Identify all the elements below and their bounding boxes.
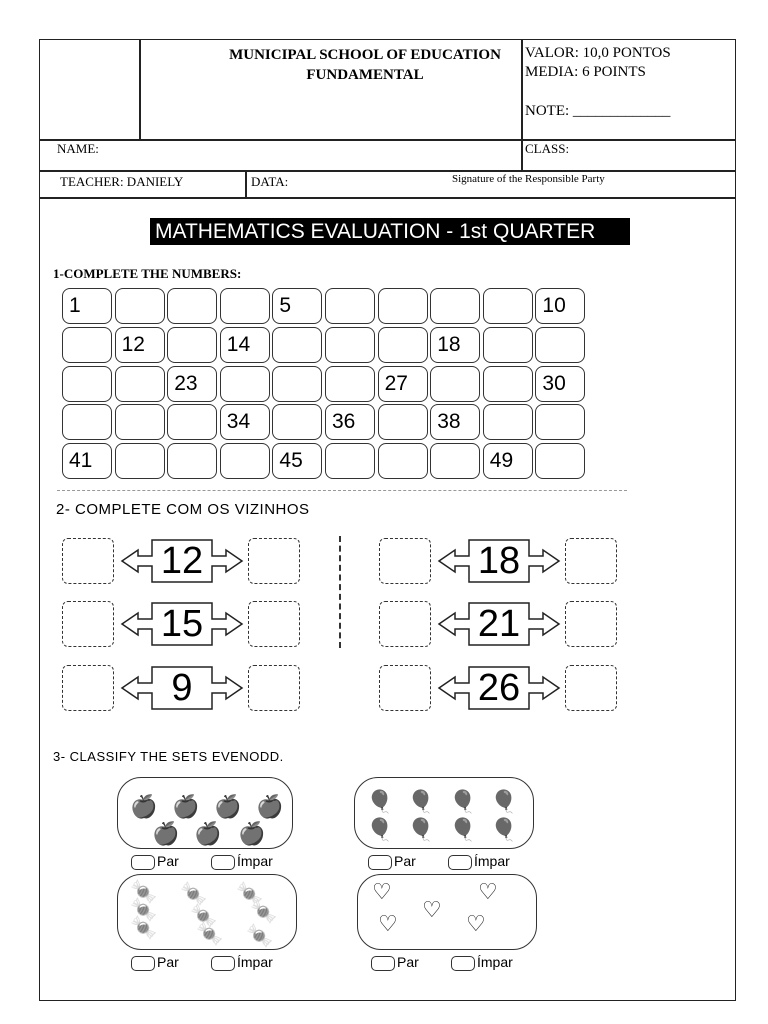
successor-blank[interactable] — [248, 538, 300, 584]
number-blank[interactable] — [378, 404, 428, 440]
number-cell: 14 — [220, 327, 270, 363]
candy-icon: 🍬 — [180, 881, 208, 906]
header-divider — [245, 170, 247, 197]
number-cell: 27 — [378, 366, 428, 402]
candy-icon: 🍬 — [250, 899, 278, 924]
number-blank[interactable] — [272, 404, 322, 440]
grading-info — [525, 44, 671, 121]
number-blank[interactable] — [483, 327, 533, 363]
number-cell: 36 — [325, 404, 375, 440]
number-blank[interactable] — [430, 366, 480, 402]
heart-icon: ♡ — [372, 879, 392, 904]
balloon-icon: 🎈 — [366, 789, 394, 814]
par-checkbox[interactable] — [371, 954, 419, 971]
par-checkbox[interactable] — [131, 853, 179, 870]
number-blank[interactable] — [535, 327, 585, 363]
number-blank[interactable] — [167, 288, 217, 324]
number-blank[interactable] — [115, 288, 165, 324]
number-cell: 10 — [535, 288, 585, 324]
page-title: MATHEMATICS EVALUATION - 1st QUARTER — [150, 218, 630, 245]
successor-blank[interactable] — [565, 538, 617, 584]
apple-icon: 🍎 — [152, 821, 180, 846]
impar-checkbox[interactable] — [211, 853, 273, 870]
school-line-2: FUNDAMENTAL — [306, 67, 424, 83]
predecessor-blank[interactable] — [62, 601, 114, 647]
successor-blank[interactable] — [248, 601, 300, 647]
number-cell: 38 — [430, 404, 480, 440]
predecessor-blank[interactable] — [379, 538, 431, 584]
checkbox-icon[interactable] — [448, 855, 472, 870]
candy-icon: 🍬 — [130, 879, 158, 904]
impar-checkbox[interactable] — [451, 954, 513, 971]
header-divider — [40, 197, 736, 199]
number-blank[interactable] — [535, 443, 585, 479]
school-name — [140, 45, 590, 85]
note-field[interactable]: NOTE: _____________ — [525, 103, 671, 119]
apple-icon: 🍎 — [172, 794, 200, 819]
heart-icon: ♡ — [422, 897, 442, 922]
section2-heading: 2- COMPLETE COM OS VIZINHOS — [56, 501, 310, 518]
number-cell: 18 — [430, 327, 480, 363]
number-blank[interactable] — [430, 288, 480, 324]
number-blank[interactable] — [62, 327, 112, 363]
checkbox-icon[interactable] — [211, 956, 235, 971]
par-checkbox[interactable] — [131, 954, 179, 971]
number-blank[interactable] — [167, 404, 217, 440]
number-blank[interactable] — [325, 327, 375, 363]
checkbox-icon[interactable] — [131, 956, 155, 971]
impar-checkbox[interactable] — [211, 954, 273, 971]
balloon-icon: 🎈 — [407, 789, 435, 814]
par-checkbox[interactable] — [368, 853, 416, 870]
number-blank[interactable] — [220, 443, 270, 479]
predecessor-blank[interactable] — [379, 601, 431, 647]
number-cell: 41 — [62, 443, 112, 479]
section3-heading: 3- CLASSIFY THE SETS EVENODD. — [53, 749, 284, 764]
checkbox-label: Par — [157, 853, 179, 869]
balloon-icon: 🎈 — [490, 789, 518, 814]
checkbox-label: Ímpar — [477, 954, 513, 970]
checkbox-icon[interactable] — [368, 855, 392, 870]
balloon-icon: 🎈 — [407, 817, 435, 842]
checkbox-label: Ímpar — [474, 853, 510, 869]
predecessor-blank[interactable] — [62, 665, 114, 711]
header-divider — [40, 139, 736, 141]
number-cell: 1 — [62, 288, 112, 324]
apple-icon: 🍎 — [256, 794, 284, 819]
number-blank[interactable] — [535, 404, 585, 440]
neighbor-number: 9 — [171, 667, 193, 709]
successor-blank[interactable] — [565, 665, 617, 711]
header-divider — [40, 170, 736, 172]
impar-checkbox[interactable] — [448, 853, 510, 870]
checkbox-label: Ímpar — [237, 853, 273, 869]
neighbor-number: 18 — [477, 540, 521, 582]
checkbox-icon[interactable] — [371, 956, 395, 971]
section-separator — [57, 490, 627, 491]
balloon-icon: 🎈 — [449, 817, 477, 842]
valor-text: VALOR: 10,0 PONTOS — [525, 45, 671, 61]
number-cell: 12 — [115, 327, 165, 363]
neighbor-number: 15 — [160, 603, 204, 645]
number-blank[interactable] — [62, 366, 112, 402]
number-blank[interactable] — [378, 327, 428, 363]
checkbox-icon[interactable] — [451, 956, 475, 971]
heart-icon: ♡ — [466, 911, 486, 936]
number-blank[interactable] — [115, 404, 165, 440]
column-divider — [339, 536, 341, 648]
heart-icon: ♡ — [478, 879, 498, 904]
number-blank[interactable] — [272, 327, 322, 363]
checkbox-icon[interactable] — [211, 855, 235, 870]
number-cell: 30 — [535, 366, 585, 402]
apple-icon: 🍎 — [130, 794, 158, 819]
checkbox-label: Par — [394, 853, 416, 869]
number-blank[interactable] — [167, 443, 217, 479]
candy-icon: 🍬 — [196, 921, 224, 946]
predecessor-blank[interactable] — [379, 665, 431, 711]
neighbor-number: 12 — [160, 540, 204, 582]
number-blank[interactable] — [378, 288, 428, 324]
successor-blank[interactable] — [565, 601, 617, 647]
balloon-icon: 🎈 — [449, 789, 477, 814]
name-field[interactable]: NAME: — [57, 141, 99, 156]
number-blank[interactable] — [115, 443, 165, 479]
number-blank[interactable] — [220, 366, 270, 402]
predecessor-blank[interactable] — [62, 538, 114, 584]
media-text: MEDIA: 6 POINTS — [525, 64, 646, 80]
number-cell: 49 — [483, 443, 533, 479]
number-blank[interactable] — [272, 366, 322, 402]
balloon-icon: 🎈 — [366, 817, 394, 842]
candy-icon: 🍬 — [190, 903, 218, 928]
number-blank[interactable] — [378, 443, 428, 479]
number-blank[interactable] — [115, 366, 165, 402]
school-line-1: MUNICIPAL SCHOOL OF EDUCATION — [229, 47, 501, 63]
checkbox-label: Ímpar — [237, 954, 273, 970]
apple-icon: 🍎 — [214, 794, 242, 819]
number-blank[interactable] — [483, 404, 533, 440]
number-cell: 34 — [220, 404, 270, 440]
candy-icon: 🍬 — [246, 923, 274, 948]
apple-icon: 🍎 — [238, 821, 266, 846]
neighbor-number: 26 — [477, 667, 521, 709]
number-blank[interactable] — [325, 288, 375, 324]
number-blank[interactable] — [220, 288, 270, 324]
candy-icon: 🍬 — [130, 915, 158, 940]
checkbox-label: Par — [397, 954, 419, 970]
number-blank[interactable] — [325, 366, 375, 402]
number-blank[interactable] — [167, 327, 217, 363]
apple-icon: 🍎 — [194, 821, 222, 846]
neighbor-number: 21 — [477, 603, 521, 645]
number-blank[interactable] — [483, 288, 533, 324]
class-field[interactable]: CLASS: — [525, 141, 570, 156]
number-cell: 5 — [272, 288, 322, 324]
number-blank[interactable] — [325, 443, 375, 479]
signature-label: Signature of the Responsible Party — [452, 173, 605, 185]
teacher-label: TEACHER: DANIELY — [60, 174, 184, 189]
checkbox-label: Par — [157, 954, 179, 970]
number-blank[interactable] — [62, 404, 112, 440]
candy-icon: 🍬 — [130, 897, 158, 922]
number-cell: 45 — [272, 443, 322, 479]
number-cell: 23 — [167, 366, 217, 402]
date-field[interactable]: DATA: — [251, 174, 289, 189]
candy-icon: 🍬 — [236, 881, 264, 906]
checkbox-icon[interactable] — [131, 855, 155, 870]
successor-blank[interactable] — [248, 665, 300, 711]
number-blank[interactable] — [430, 443, 480, 479]
balloon-icon: 🎈 — [490, 817, 518, 842]
number-blank[interactable] — [483, 366, 533, 402]
heart-icon: ♡ — [378, 911, 398, 936]
section1-heading: 1-COMPLETE THE NUMBERS: — [53, 266, 242, 281]
